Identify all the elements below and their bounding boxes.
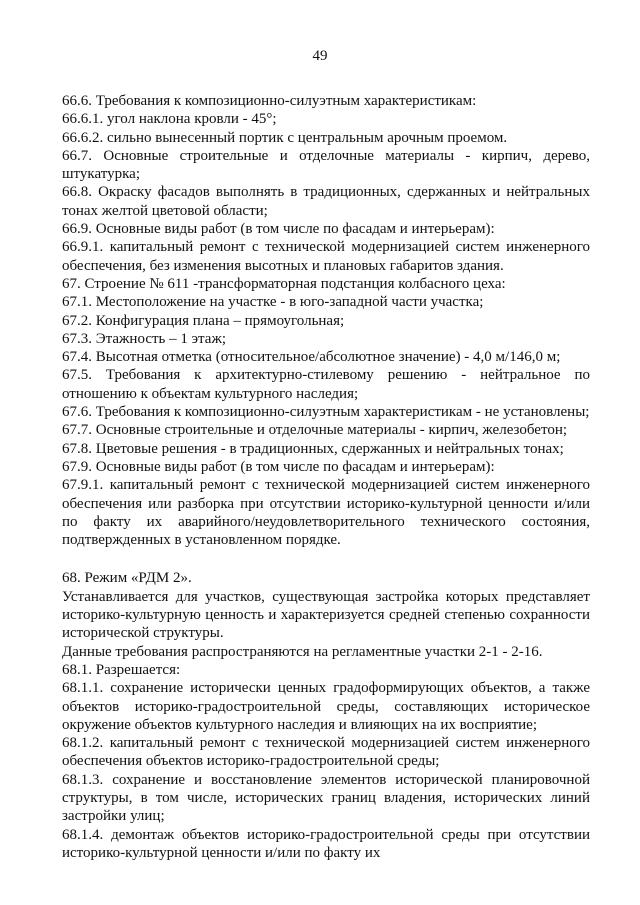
paragraph: 67.8. Цветовые решения - в традиционных, сдержанных и нейтральных тонах;	[62, 440, 564, 457]
section-heading: 68. Режим «РДМ 2».	[62, 570, 192, 587]
paragraph: Устанавливается для участков, существующая застройка которых представляет историко-культурную ценность и характеризуется средней степенью сохранности исторической структуры.	[62, 588, 590, 642]
paragraph: 66.7. Основные строительные и отделочные материалы - кирпич, дерево, штукатурка;	[62, 147, 590, 183]
paragraph: 67.4. Высотная отметка (относительное/абсолютное значение) - 4,0 м/146,0 м;	[62, 349, 561, 366]
paragraph: 68.1.2. капитальный ремонт с технической модернизацией систем инженерного обеспечения объектов историко-градостроительной среды;	[62, 735, 590, 770]
paragraph: 67.9.1. капитальный ремонт с технической модернизацией систем инженерного обеспечения или разборка при отсутствии историко-культурной ценности и/или по факту их аварийного/неудовлетворительного технического состояния, подтвержденных в установленном порядке.	[62, 477, 590, 549]
paragraph: 67.5. Требования к архитектурно-стилевому решению - нейтральное по отношению к объектам культурного наследия;	[62, 367, 590, 402]
paragraph: 67.2. Конфигурация плана – прямоугольная;	[62, 312, 345, 329]
paragraph: 68.1.4. демонтаж объектов историко-градостроительной среды при отсутствии историко-культурной ценности и/или по факту их	[62, 826, 590, 861]
paragraph: 66.6. Требования к композиционно-силуэтным характеристикам:	[62, 93, 477, 109]
paragraph: 67. Строение № 611 -трансформаторная подстанция колбасного цеха:	[62, 275, 506, 292]
page-number: 49	[312, 48, 328, 64]
paragraph: 66.6.2. сильно вынесенный портик с центральным арочным проемом.	[62, 129, 508, 146]
document-body	[62, 92, 590, 862]
paragraph: 66.9. Основные виды работ (в том числе по фасадам и интерьерам):	[62, 221, 495, 238]
paragraph: 68.1.3. сохранение и восстановление элементов исторической планировочной структуры, в том числе, исторических границ владения, исторических линий застройки улиц;	[62, 771, 590, 825]
paragraph: 66.8. Окраску фасадов выполнять в традиционных, сдержанных и нейтральных тонах желтой цветовой области;	[62, 184, 590, 219]
paragraph: 67.3. Этажность – 1 этаж;	[62, 330, 226, 347]
paragraph: 67.6. Требования к композиционно-силуэтным характеристикам - не установлены;	[62, 404, 590, 421]
section-gap	[62, 549, 590, 569]
paragraph: 67.1. Местоположение на участке - в юго-западной части участка;	[62, 294, 484, 311]
paragraph: 67.9. Основные виды работ (в том числе по фасадам и интерьерам):	[62, 458, 495, 475]
paragraph: 68.1. Разрешается:	[62, 661, 181, 678]
paragraph: 67.7. Основные строительные и отделочные материалы - кирпич, железобетон;	[62, 422, 568, 439]
paragraph: 68.1.1. сохранение исторически ценных градоформирующих объектов, а также объектов историко-градостроительной среды, составляющих историческое окружение объектов культурного наследия и влияющих на их восприятие;	[62, 680, 590, 733]
paragraph: Данные требования распространяются на регламентные участки 2-1 - 2-16.	[62, 643, 543, 660]
paragraph: 66.9.1. капитальный ремонт с технической модернизацией систем инженерного обеспечения, без изменения высотных и плановых габаритов здания.	[62, 239, 590, 274]
paragraph: 66.6.1. угол наклона кровли - 45°;	[62, 111, 277, 128]
